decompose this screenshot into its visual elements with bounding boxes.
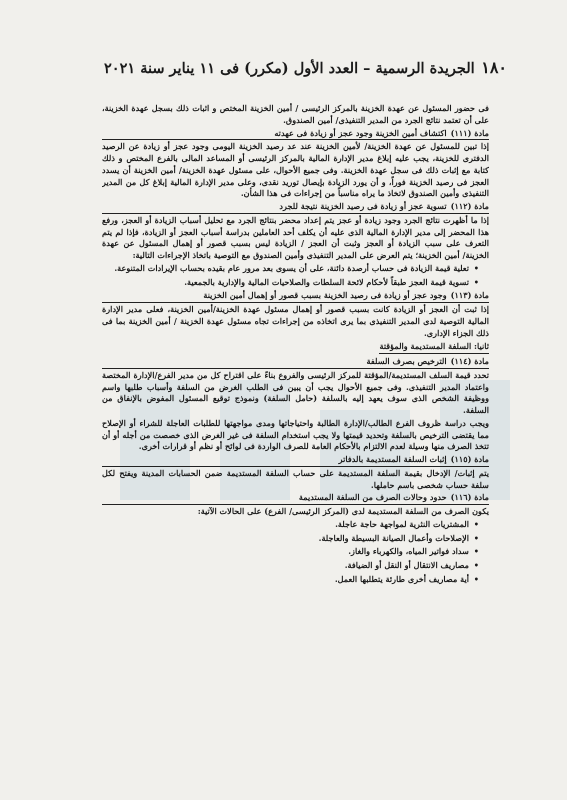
- article-heading: [102, 492, 489, 505]
- article-paragraph: يكون الصرف من السلفة المستديمة لدى (المركز الرئيسى/ الفرع) على الحالات الآتية:: [197, 506, 489, 516]
- article-number: مادة (١١٣): [450, 290, 489, 301]
- intro-paragraph: فى حضور المسئول عن عهدة الخزينة بالمركز الرئيسى / أمين الخزينة المختص و اثبات ذلك بسجل عهدة الخزينة، على أن تعتمد نتائج الجرد من المدير التنفيذى/ أمين الصندوق.: [102, 103, 489, 125]
- bullet-list: [102, 263, 489, 289]
- article-heading: [102, 356, 489, 369]
- article-title: الترخيص بصرف السلفة: [366, 356, 447, 366]
- bullet-item: • تعلية قيمة الزيادة فى حساب أرصدة دائنة، على أن يسوى بعد مرور عام بقيده بحساب الإيرادات المتنوعة.: [102, 263, 477, 275]
- article-number: مادة (١١٦): [450, 492, 489, 503]
- article-title: وجود عجز أو زيادة فى رصيد الخزينة بسبب قصور أو إهمال أمين الخزينة: [203, 290, 447, 301]
- page-header: [104, 58, 507, 77]
- bullet-item: • المشتريات النثرية لمواجهة حاجة عاجلة.: [102, 519, 477, 531]
- article-number: مادة (١١٤): [450, 356, 489, 366]
- bullet-item: • أية مصاريف أخرى طارئة يتطلبها العمل.: [102, 574, 477, 586]
- article-paragraph: إذا تبين للمسئول عن عهدة الخزينة/ لأمين الخزينة عند عد رصيد الخزينة اليومى وجود عجز أو زيادة عن الرصيد الدفترى للخزينة، يجب عليه إبلاغ مدير الإدارة المالية بالمركز الرئيسى أو المساعد المالى بالفرع المختص و ذلك كتابة مع إثبات ذلك فى سجل عهدة الخزينة. وفى جميع الأحوال، على مسئول عهدة الخزينة/ أمين الخزينة أن يسدد العجز فى رصيد الخزينة فوراً، و أن يورد الزيادة بإيصال توريد نقدى، وعلى مدير الإدارة المالية إبلاغ كل من المدير التنفيذى وأمين الصندوق لاتخاذ ما يراه مناسباً من إجراءات فى هذا الشأن.: [102, 141, 489, 199]
- article-number: مادة (١١١): [450, 127, 489, 138]
- bullet-item: • الإصلاحات وأعمال الصيانة البسيطة والعاجلة.: [102, 533, 477, 545]
- article-heading: [102, 128, 489, 141]
- bullet-item: • سداد فواتير المياه، والكهرباء والغاز.: [102, 546, 477, 558]
- article-number: مادة (١١٥): [450, 454, 489, 464]
- article-title: تسوية عجز أو زيادة فى رصيد الخزينة نتيجة للجرد: [279, 201, 447, 211]
- bullet-list: [102, 519, 489, 586]
- articles-group-2: [102, 356, 489, 586]
- article-paragraph: إذا ما أظهرت نتائج الجرد وجود زيادة أو عجز يتم إعداد محضر بنتائج الجرد مع تحليل أسباب الزيادة أو العجز، ورفع هذا المحضر إلى مدير الإدارة المالية الذى عليه أن يكلف أحد العاملين بدراسة أسباب العجز أو الزيادة، فإذا لم يتم التعرف على سبب الزيادة أو العجز وثبت أن العجز / الزيادة ليس بسبب قصور أو إهمال المسئول عن عهدة الخزينة/ أمين الخزينة؛ يتم العرض على المدير التنفيذى وأمين الصندوق مع التوصية باتخاذ الإجراءات التالية:: [102, 214, 489, 260]
- article-heading: [102, 454, 489, 467]
- bullet-item: • تسوية قيمة العجز طبقاً لأحكام لائحة السلطات والصلاحيات المالية والإدارية بالجمعية.: [102, 277, 477, 289]
- page-content: [102, 103, 489, 760]
- article-paragraph: يتم إثبات/ الإدخال بقيمة السلفة المستديمة على حساب السلفة المستديمة ضمن الحسابات المدينة ويفتح لكل سلفة حساب شخصى باسم حاملها.: [102, 467, 489, 490]
- article-title: حدود وحالات الصرف من السلفة المستديمة: [298, 492, 447, 503]
- section-title: ثانيا: السلفة المستديمة والمؤقتة: [379, 341, 489, 354]
- gazette-title: الجريدة الرسمية – العدد الأول (مكرر) فى ١١ يناير سنة ٢٠٢١: [104, 60, 475, 77]
- article-number: مادة (١١٢): [450, 201, 489, 211]
- article-title: إثبات السلفة المستديمة بالدفاتر: [338, 454, 447, 464]
- article-heading: [102, 201, 489, 214]
- article-title: اكتشاف أمين الخزينة وجود عجز أو زيادة فى عهدته: [274, 127, 447, 138]
- articles-group-1: [102, 128, 489, 340]
- article-paragraph: ويجب دراسة ظروف الفرع الطالب/الإدارة الطالبة واحتياجاتها ومدى مواجهتها للطلبات العاجلة للشراء أو الإصلاح مما يقتضى الترخيص بالسلفة وتحديد قيمتها ولا يجب استخدام السلفة فى غير الغرض الذى خصصت من أجله أو أن تتخذ الصرف منها وسيلة لعدم الالتزام بالأحكام العامة للصرف الواردة فى لوائح أو نظم أو قرارات أخرى.: [102, 417, 489, 452]
- article-paragraph: تحدد قيمة السلف المستديمة/المؤقتة للمركز الرئيسى والفروع بناءً على اقتراح كل من مدير الفرع/الإدارة المختصة واعتماد المدير التنفيذى. وفى جميع الأحوال يجب أن يبين فى الطلب الغرض من السلفة وأسباب طلبها واسم ووظيفة الشخص الذى سوف يعهد إليه بالسلفة (حامل السلفة) ونموذج توقيع المسئول المفوض بالإنفاق من السلفة.: [102, 369, 489, 415]
- article-paragraph: إذا ثبت أن العجز أو الزيادة كانت بسبب قصور أو إهمال مسئول عهدة الخزينة/أمين الخزينة، فعلى مدير الإدارة المالية التوصية لدى المدير التنفيذى بما يرى اتخاذه من إجراءات تجاه مسئول عهدة الخزينة / أمين الخزينة بما فى ذلك الجزاء الإدارى.: [102, 304, 489, 338]
- page-number: ١٨٠: [481, 58, 507, 77]
- bullet-item: • مصاريف الانتقال أو النقل أو الضيافة.: [102, 560, 477, 572]
- article-heading: [102, 290, 489, 303]
